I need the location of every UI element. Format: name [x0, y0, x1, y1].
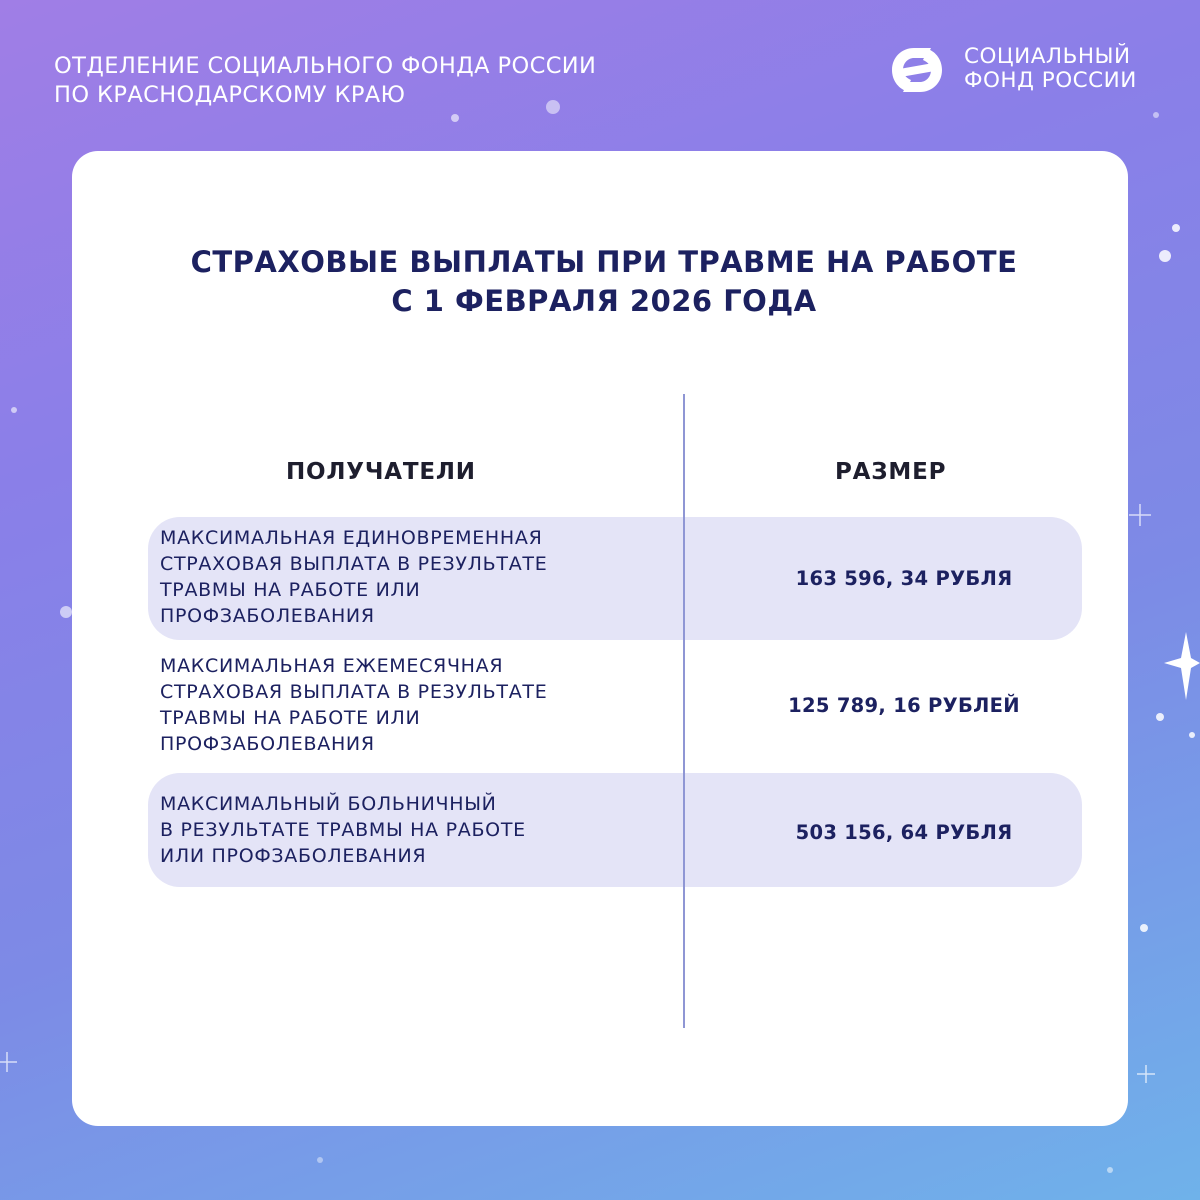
row-2-label-line: ТРАВМЫ НА РАБОТЕ ИЛИ — [160, 707, 421, 729]
card-title — [72, 243, 1136, 321]
row-3-label — [160, 791, 640, 869]
info-card — [72, 151, 1128, 1126]
organization-name — [54, 52, 596, 110]
row-3-value: 503 156, 64 РУБЛЯ — [795, 821, 1013, 844]
row-1-label-line: МАКСИМАЛЬНАЯ ЕДИНОВРЕМЕННАЯ — [160, 527, 543, 549]
row-2-value: 125 789, 16 РУБЛЕЙ — [788, 694, 1020, 717]
row-3-label-line: В РЕЗУЛЬТАТЕ ТРАВМЫ НА РАБОТЕ — [160, 819, 526, 841]
column-header-amount: РАЗМЕР — [835, 459, 947, 485]
sfr-logo-icon — [884, 40, 950, 100]
fund-logo — [884, 40, 1154, 100]
row-2-label-line: МАКСИМАЛЬНАЯ ЕЖЕМЕСЯЧНАЯ — [160, 655, 504, 677]
fund-logo-line-1: СОЦИАЛЬНЫЙ — [964, 44, 1131, 69]
row-1-label-line: ПРОФЗАБОЛЕВАНИЯ — [160, 605, 375, 627]
card-title-line-2: С 1 ФЕВРАЛЯ 2026 ГОДА — [391, 284, 817, 318]
row-1-value: 163 596, 34 РУБЛЯ — [795, 567, 1013, 590]
row-2-label-line: СТРАХОВАЯ ВЫПЛАТА В РЕЗУЛЬТАТЕ — [160, 681, 548, 703]
row-3-label-line: МАКСИМАЛЬНЫЙ БОЛЬНИЧНЫЙ — [160, 793, 497, 815]
fund-logo-text — [964, 45, 1137, 93]
row-1-label-line: ТРАВМЫ НА РАБОТЕ ИЛИ — [160, 579, 421, 601]
fund-logo-line-2: ФОНД РОССИИ — [964, 68, 1137, 93]
row-3-label-line: ИЛИ ПРОФЗАБОЛЕВАНИЯ — [160, 845, 427, 867]
row-1-label — [160, 525, 640, 629]
row-1-label-line: СТРАХОВАЯ ВЫПЛАТА В РЕЗУЛЬТАТЕ — [160, 553, 548, 575]
organization-name-line-2: ПО КРАСНОДАРСКОМУ КРАЮ — [54, 82, 406, 108]
column-header-recipients: ПОЛУЧАТЕЛИ — [286, 459, 476, 485]
card-title-line-1: СТРАХОВЫЕ ВЫПЛАТЫ ПРИ ТРАВМЕ НА РАБОТЕ — [190, 245, 1018, 279]
row-2-label — [160, 653, 640, 757]
organization-name-line-1: ОТДЕЛЕНИЕ СОЦИАЛЬНОГО ФОНДА РОССИИ — [54, 53, 597, 79]
row-2-label-line: ПРОФЗАБОЛЕВАНИЯ — [160, 733, 375, 755]
sparkle-icon — [1164, 632, 1200, 700]
